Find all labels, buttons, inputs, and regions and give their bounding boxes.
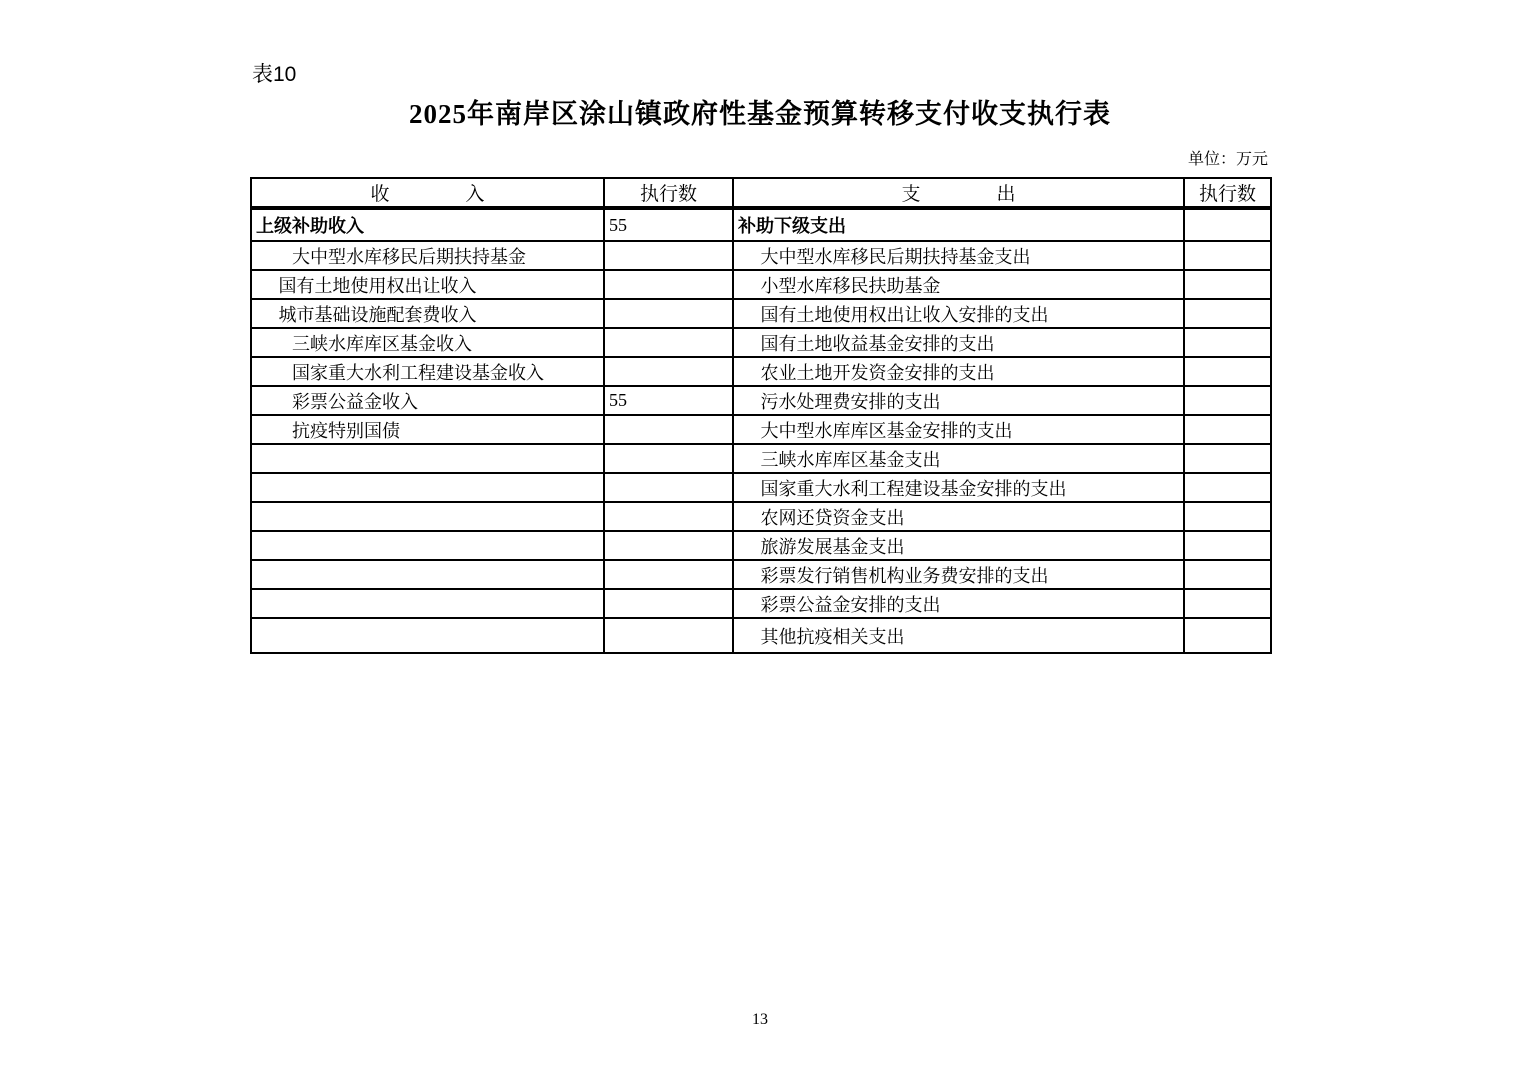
income-item-cell [251,618,604,653]
income-item-cell: 三峡水库库区基金收入 [251,328,604,357]
header-income-amount: 执行数 [604,178,733,208]
income-total-amount-cell: 55 [604,208,733,241]
income-amount-cell [604,444,733,473]
table-row [251,386,1271,415]
expense-item-cell: 旅游发展基金支出 [733,531,1184,560]
expense-amount-cell [1184,618,1271,653]
income-item-cell: 抗疫特别国债 [251,415,604,444]
expense-item-cell: 小型水库移民扶助基金 [733,270,1184,299]
expense-amount-cell [1184,502,1271,531]
expense-total-cell: 补助下级支出 [733,208,1184,241]
income-item-cell [251,473,604,502]
expense-amount-cell [1184,299,1271,328]
expense-amount-cell [1184,357,1271,386]
expense-item-cell: 彩票发行销售机构业务费安排的支出 [733,560,1184,589]
income-amount-cell: 55 [604,386,733,415]
income-amount-cell [604,531,733,560]
expense-amount-cell [1184,560,1271,589]
page-title: 2025年南岸区涂山镇政府性基金预算转移支付收支执行表 [409,99,1111,129]
expense-amount-cell [1184,531,1271,560]
income-item-cell: 城市基础设施配套费收入 [251,299,604,328]
expense-item-cell: 农业土地开发资金安排的支出 [733,357,1184,386]
expense-amount-cell [1184,270,1271,299]
table-row [251,560,1271,589]
expense-item-cell: 大中型水库库区基金安排的支出 [733,415,1184,444]
table-row [251,589,1271,618]
expense-amount-cell [1184,241,1271,270]
income-item-cell: 国家重大水利工程建设基金收入 [251,357,604,386]
income-amount-cell [604,473,733,502]
expense-item-cell: 农网还贷资金支出 [733,502,1184,531]
expense-item-cell: 其他抗疫相关支出 [733,618,1184,653]
table-row [251,328,1271,357]
income-item-cell [251,589,604,618]
header-row [251,178,1271,208]
expense-item-cell: 三峡水库库区基金支出 [733,444,1184,473]
expense-amount-cell [1184,444,1271,473]
table-row [251,502,1271,531]
table-label: 表10 [252,63,297,86]
income-amount-cell [604,502,733,531]
table-row [251,415,1271,444]
income-item-cell [251,560,604,589]
table-row [251,618,1271,653]
unit-note: 单位：万元 [1187,151,1268,168]
expense-total-amount-cell [1184,208,1271,241]
table-row [251,357,1271,386]
income-amount-cell [604,560,733,589]
expense-item-cell: 污水处理费安排的支出 [733,386,1184,415]
table-row [251,299,1271,328]
expense-item-cell: 国家重大水利工程建设基金安排的支出 [733,473,1184,502]
table-row [251,241,1271,270]
header-income: 收 入 [251,178,604,208]
income-amount-cell [604,270,733,299]
income-item-cell [251,502,604,531]
budget-table [250,177,1272,654]
total-row [251,208,1271,241]
expense-amount-cell [1184,415,1271,444]
expense-amount-cell [1184,473,1271,502]
income-amount-cell [604,589,733,618]
table-row [251,444,1271,473]
table-row [251,270,1271,299]
income-amount-cell [604,241,733,270]
table-row [251,473,1271,502]
income-item-cell: 国有土地使用权出让收入 [251,270,604,299]
income-amount-cell [604,328,733,357]
income-item-cell: 大中型水库移民后期扶持基金 [251,241,604,270]
income-amount-cell [604,357,733,386]
income-amount-cell [604,618,733,653]
expense-item-cell: 国有土地使用权出让收入安排的支出 [733,299,1184,328]
expense-item-cell: 彩票公益金安排的支出 [733,589,1184,618]
income-item-cell [251,444,604,473]
page-number: 13 [752,1011,768,1028]
income-amount-cell [604,299,733,328]
expense-amount-cell [1184,386,1271,415]
expense-amount-cell [1184,328,1271,357]
expense-item-cell: 国有土地收益基金安排的支出 [733,328,1184,357]
header-expense-amount: 执行数 [1184,178,1271,208]
income-item-cell: 彩票公益金收入 [251,386,604,415]
expense-amount-cell [1184,589,1271,618]
income-item-cell [251,531,604,560]
income-amount-cell [604,415,733,444]
header-expense: 支 出 [733,178,1184,208]
income-total-cell: 上级补助收入 [251,208,604,241]
expense-item-cell: 大中型水库移民后期扶持基金支出 [733,241,1184,270]
table-row [251,531,1271,560]
